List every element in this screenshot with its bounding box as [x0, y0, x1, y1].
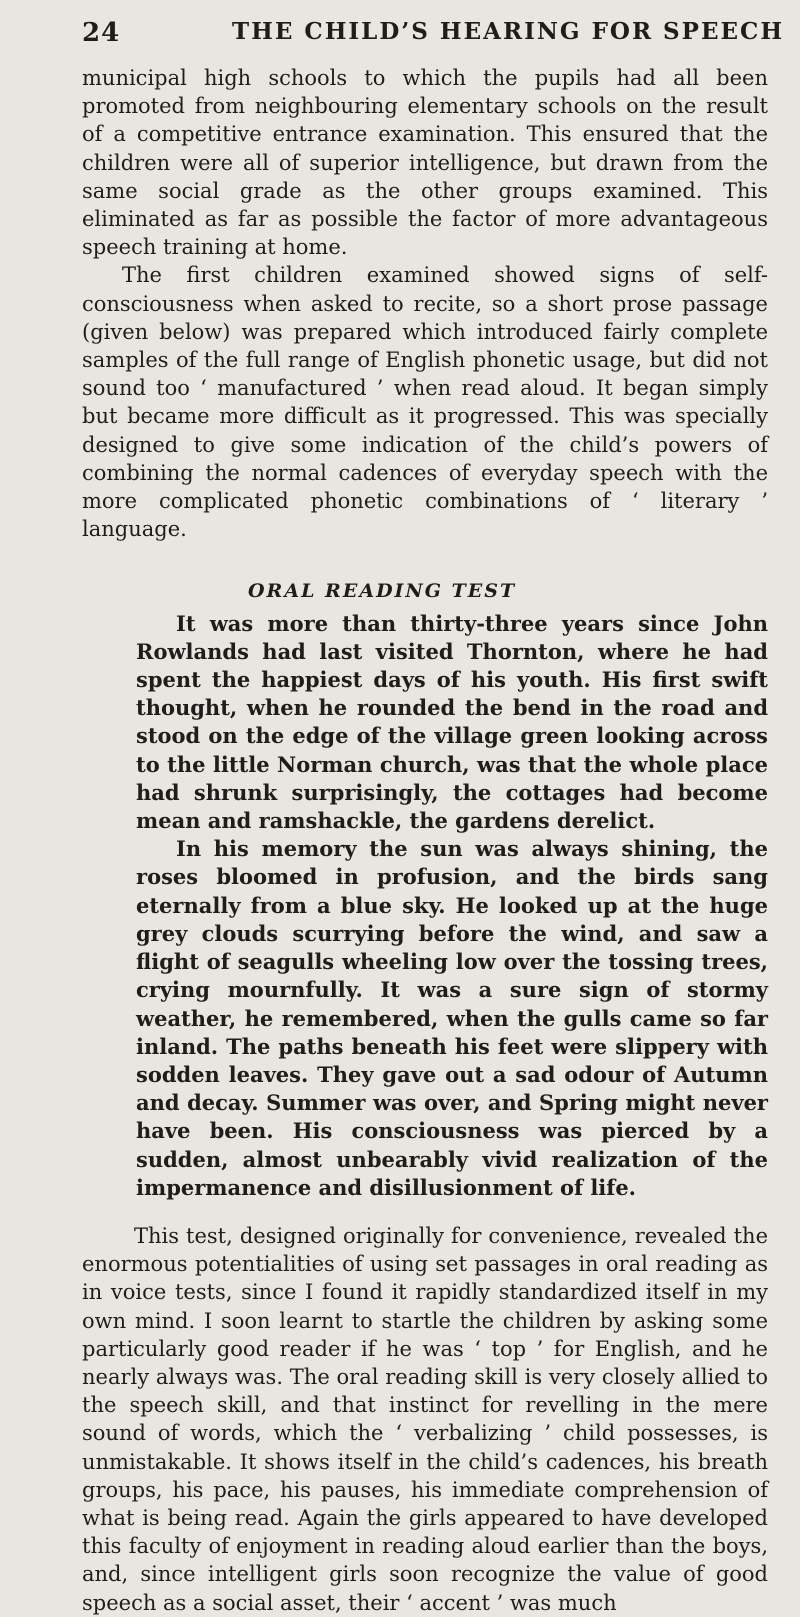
section-title: ORAL READING TEST [248, 580, 517, 603]
running-head: THE CHILD’S HEARING FOR SPEECH [232, 18, 785, 45]
oral-reading-passage [136, 610, 768, 1202]
paragraph-1: municipal high schools to which the pupils had all been promoted from neighbouring elementary schools on the result of a competitive entrance examination. This ensured that the children were all of superior intelligence, but drawn from the same social grade as the other groups examined. This eliminated as far as possible the factor of more advantageous speech training at home. [82, 66, 768, 260]
paragraph-2: The first children examined showed signs of self-consciousness when asked to recite, so a short prose passage (given below) was prepared which introduced fairly complete samples of the full range of English phonetic usage, but did not sound too ‘ manufactured ’ when read aloud. It began simply but became more difficult as it progressed. This was specially designed to give some indication of the child’s powers of combining the normal cadences of everyday speech with the more complicated phonetic combinations of ‘ literary ’ language. [82, 263, 768, 542]
passage-paragraph-2: In his memory the sun was always shining, the roses bloomed in profusion, and the birds sang eternally from a blue sky. He looked up at the huge grey clouds scurrying before the wind, and saw a flight of seagulls wheeling low over the tossing trees, crying mournfully. It was a sure sign of stormy weather, he remembered, when the gulls came so far inland. The paths beneath his feet were slippery with sodden leaves. They gave out a sad odour of Autumn and decay. Summer was over, and Spring might never have been. His consciousness was pierced by a sudden, almost unbearably vivid realization of the impermanence and disillusionment of life. [136, 836, 768, 1200]
passage-paragraph-1: It was more than thirty-three years since John Rowlands had last visited Thornton, where he had spent the happiest days of his youth. His first swift thought, when he rounded the bend in the road and stood on the edge of the village green looking across to the little Norman church, was that the whole place had shrunk surprisingly, the cottages had become mean and ramshackle, the gardens derelict. [136, 610, 768, 834]
page-header [70, 18, 785, 62]
body-text [82, 64, 768, 1617]
paragraph-3: This test, designed originally for convenience, revealed the enormous potentialities of using set passages in oral reading as in voice tests, since I found it rapidly standardized itself in my own mind. I soon learnt to startle the children by asking some particularly good reader if he was ‘ top ’ for English, and he nearly always was. The oral reading skill is very closely allied to the speech skill, and that instinct for revelling in the mere sound of words, which the ‘ verbalizing ’ child possesses, is unmistakable. It shows itself in the child’s cadences, his breath groups, his pace, his pauses, his immediate comprehension of what is being read. Again the girls appeared to have developed this faculty of enjoyment in reading aloud earlier than the boys, and, since intelligent girls soon recognize the value of good speech as a social asset, their ‘ accent ’ was much [82, 1223, 768, 1615]
page-number: 24 [82, 18, 121, 48]
